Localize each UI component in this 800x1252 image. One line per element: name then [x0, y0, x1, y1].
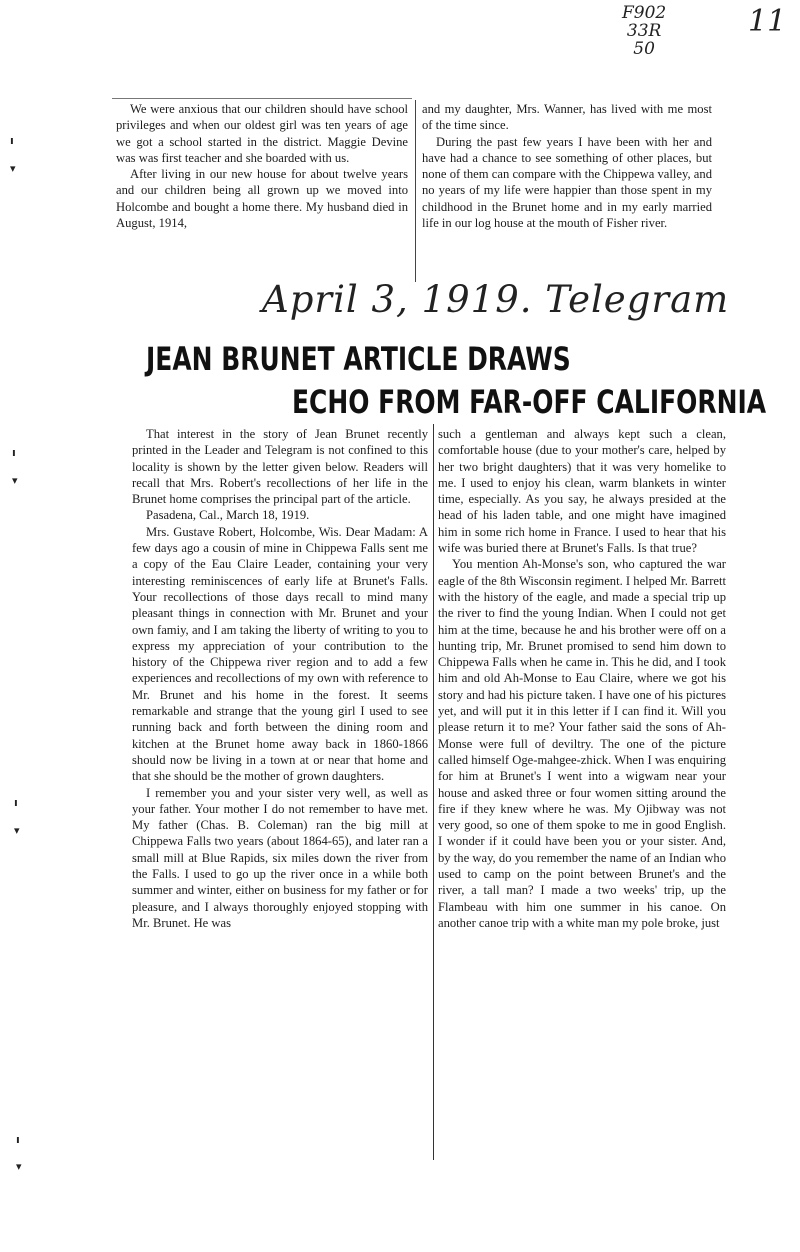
paragraph: I remember you and your sister very well, as well as your father. Your mother I do not remember to have met. My father (Chas. B. Coleman) ran the big mill at Chippewa Falls two years (about 1864-65), and later ran a small mill at Blue Rapids, six miles down the river from the Falls. I used to go up the river once in a while both summer and winter, either on business for my father or for pleasure, and I always thoroughly enjoyed stopping with Mr. Brunet. He was — [132, 785, 428, 930]
paragraph: We were anxious that our children should have school privileges and when our oldest girl was ten years of age we got a school started in the district. Maggie Devine was was first teacher and she boarded with us. — [116, 102, 408, 165]
paragraph: After living in our new house for about twelve years and our children being all grown up we moved into Holcombe and bought a home there. My husband died in August, 1914, — [116, 167, 408, 231]
call-number-annotation — [622, 4, 666, 58]
column-rule — [415, 100, 416, 282]
paragraph: such a gentleman and always kept such a clean, comfortable house (due to your mother's care, helped by her two bright daughters) that it was very homelike to me. I used to enjoy his clean, warm blankets in winter time, especially. As you say, he always presided at the head of his laden table, and one might have imagined him in some rich home in France. I used to hear that his wife was buried there at Brunet's Falls. Is that true? — [438, 427, 726, 556]
margin-mark: ▾ — [10, 162, 16, 175]
call-number-line: 33R — [626, 21, 662, 41]
headline-line-1: JEAN BRUNET ARTICLE DRAWS — [146, 340, 571, 378]
clipping-edge — [112, 98, 412, 99]
letter-column-2 — [438, 426, 726, 931]
margin-mark: ▾ — [14, 824, 20, 837]
page-number: 11 — [748, 4, 787, 39]
column-rule — [433, 424, 434, 1160]
paragraph: Mrs. Gustave Robert, Holcombe, Wis. Dear Madam: A few days ago a cousin of mine in Chippewa Falls sent me a copy of the Eau Claire Leader, containing your very interesting reminiscences of early life at Brunet's Falls. Your recollections of those days recall to mind many pleasant things in connection with Mr. Brunet and your own famiy, and I am taking the liberty of writing to you to express my appreciation of your contribution to the history of the Chippewa river region and to add a few experiences and recollections of my own with reference to Mr. Brunet and his home in the forest. It seems remarkable and strange that the young girl I used to see running back and forth between the dining room and kitchen at the Brunet home away back in 1860-1866 should now be living in a town at or near that home and that she should be the mother of grown daughters. — [132, 524, 428, 784]
handwritten-date: April 3, 1919. Telegram — [262, 278, 730, 321]
margin-mark: ı — [14, 796, 18, 809]
margin-mark: ▾ — [12, 474, 18, 487]
headline-line-2: ECHO FROM FAR-OFF CALIFORNIA — [292, 383, 767, 421]
paragraph: and my daughter, Mrs. Wanner, has lived with me most of the time since. — [422, 102, 712, 133]
margin-mark: ı — [10, 134, 14, 147]
margin-mark: ▾ — [16, 1160, 22, 1173]
call-number-line: 50 — [633, 39, 655, 59]
top-article-column-2 — [422, 101, 712, 231]
top-article-column-1 — [116, 101, 408, 231]
paragraph: You mention Ah-Monse's son, who captured the war eagle of the 8th Wisconsin regiment. I helped Mr. Barrett with the history of the eagle, and made a special trip up the river to find the young Indian. When I could not get him at the time, because he and his brother were off on a hunting trip, Mr. Brunet promised to send him down to Chippewa Falls when he came in. This he did, and I took him and old Ah-Monse to Eau Claire, where we got his story and had his picture taken. I have one of his pictures yet, and will put it in this letter if I can find it. Will you please return it to me? Your father said the sons of Ah-Monse were full of deviltry. The one of the picture called himself Oge-mahgee-zhick. When I was enquiring for him at Brunet's I went into a wigwam near your house and asked three or four women sitting around the fire if they knew where he was. My Ojibway was not very good, so one of them spoke to me in good English. I wonder if it could have been you or your sister. And, by the way, do you remember the name of an Indian who used to camp on the point between Brunet's and the river, a tall man? I made a two weeks' trip, up the Flambeau with him one summer in his canoe. On another canoe trip with a white man my pole broke, just — [438, 557, 726, 930]
margin-mark: ı — [12, 446, 16, 459]
letter-column-1 — [132, 426, 428, 931]
paragraph: That interest in the story of Jean Brunet recently printed in the Leader and Telegram is not confined to this locality is shown by the letter given below. Readers will recall that Mrs. Robert's recollections of her life in the Brunet home comprises the principal part of the article. — [132, 427, 428, 507]
margin-mark: ı — [16, 1133, 20, 1146]
call-number-line: F902 — [622, 3, 667, 23]
paragraph: Pasadena, Cal., March 18, 1919. — [146, 508, 310, 523]
paragraph: During the past few years I have been with her and have had a chance to see something of other places, but none of them can compare with the Chippewa valley, and no years of my life were happier than those spent in my childhood in the Brunet home and in my early married life in our log house at the mouth of Fisher river. — [422, 134, 712, 231]
